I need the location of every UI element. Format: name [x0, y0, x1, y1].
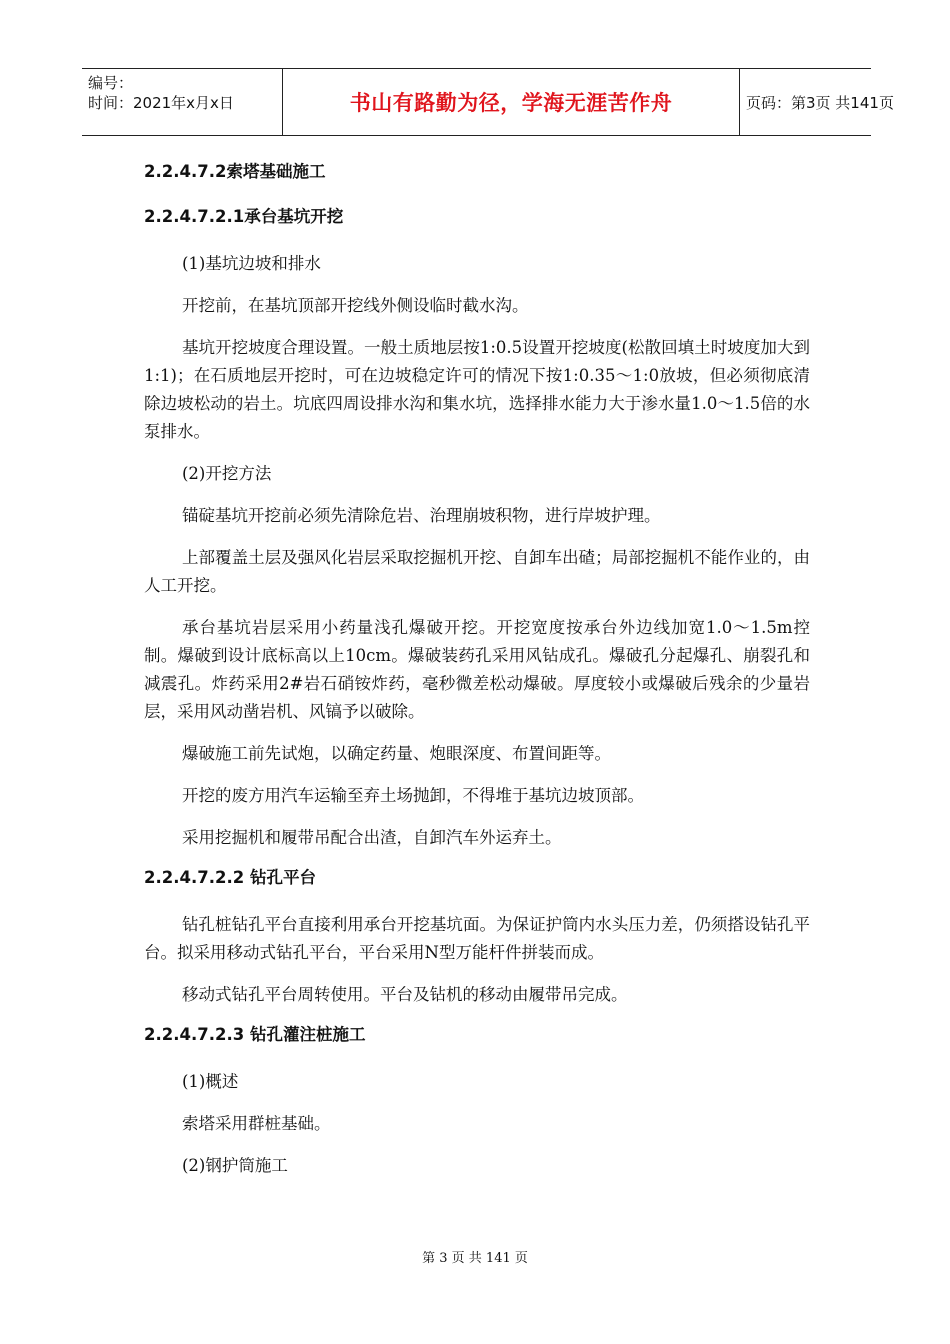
number-label: 编号： — [88, 74, 134, 92]
paragraph: (1)概述 — [182, 1072, 239, 1091]
section-heading: 2.2.4.7.2.2 钻孔平台 — [144, 868, 316, 887]
paragraph: 锚碇基坑开挖前必须先清除危岩、治理崩坡积物，进行岸坡护理。 — [182, 506, 661, 525]
section-heading: 2.2.4.7.2索塔基础施工 — [144, 162, 326, 181]
paragraph: (2)开挖方法 — [182, 464, 272, 483]
header-motto: 书山有路勤为径，学海无涯苦作舟 — [282, 69, 740, 135]
time-label: 时间：2021年x月x日 — [88, 94, 234, 112]
paragraph: 采用挖掘机和履带吊配合出渣，自卸汽车外运弃土。 — [182, 828, 562, 847]
header-page-info: 页码：第3页 共141页 — [746, 93, 894, 112]
paragraph: 爆破施工前先试炮，以确定药量、炮眼深度、布置间距等。 — [182, 744, 611, 763]
paragraph: (2)钢护筒施工 — [182, 1156, 288, 1175]
page-footer: 第 3 页 共 141 页 — [422, 1251, 528, 1266]
paragraph: (1)基坑边坡和排水 — [182, 254, 321, 273]
paragraph: 移动式钻孔平台周转使用。平台及钻机的移动由履带吊完成。 — [182, 985, 628, 1004]
page-header — [82, 68, 894, 136]
paragraph: 开挖前，在基坑顶部开挖线外侧设临时截水沟。 — [182, 296, 529, 315]
paragraph: 基坑开挖坡度合理设置。一般土质地层按1:0.5设置开挖坡度(松散回填土时坡度加大到1:1)；在石质地层开挖时，可在边坡稳定许可的情况下按1:0.35～1:0放坡，但必须彻底清除边坡松动的岩土。坑底四周设排水沟和集水坑，选择排水能力大于渗水量1.0～1.5倍的水泵排水。 — [144, 338, 810, 441]
paragraph: 上部覆盖土层及强风化岩层采取挖掘机开挖、自卸车出碴；局部挖掘机不能作业的，由人工开挖。 — [144, 548, 810, 595]
document-body — [144, 160, 810, 1194]
section-heading: 2.2.4.7.2.3 钻孔灌注桩施工 — [144, 1025, 366, 1044]
paragraph: 开挖的废方用汽车运输至弃土场抛卸，不得堆于基坑边坡顶部。 — [182, 786, 644, 805]
paragraph: 承台基坑岩层采用小药量浅孔爆破开挖。开挖宽度按承台外边线加宽1.0～1.5m控制。爆破到设计底标高以上10cm。爆破装药孔采用风钻成孔。爆破孔分起爆孔、崩裂孔和减震孔。炸药采用2#岩石硝铵炸药，毫秒微差松动爆破。厚度较小或爆破后残余的少量岩层，采用风动凿岩机、风镐予以破除。 — [144, 618, 810, 721]
paragraph: 索塔采用群桩基础。 — [182, 1114, 331, 1133]
paragraph: 钻孔桩钻孔平台直接利用承台开挖基坑面。为保证护筒内水头压力差，仍须搭设钻孔平台。拟采用移动式钻孔平台，平台采用N型万能杆件拼装而成。 — [144, 915, 810, 962]
header-left-cell — [82, 69, 282, 135]
section-heading: 2.2.4.7.2.1承台基坑开挖 — [144, 207, 344, 226]
